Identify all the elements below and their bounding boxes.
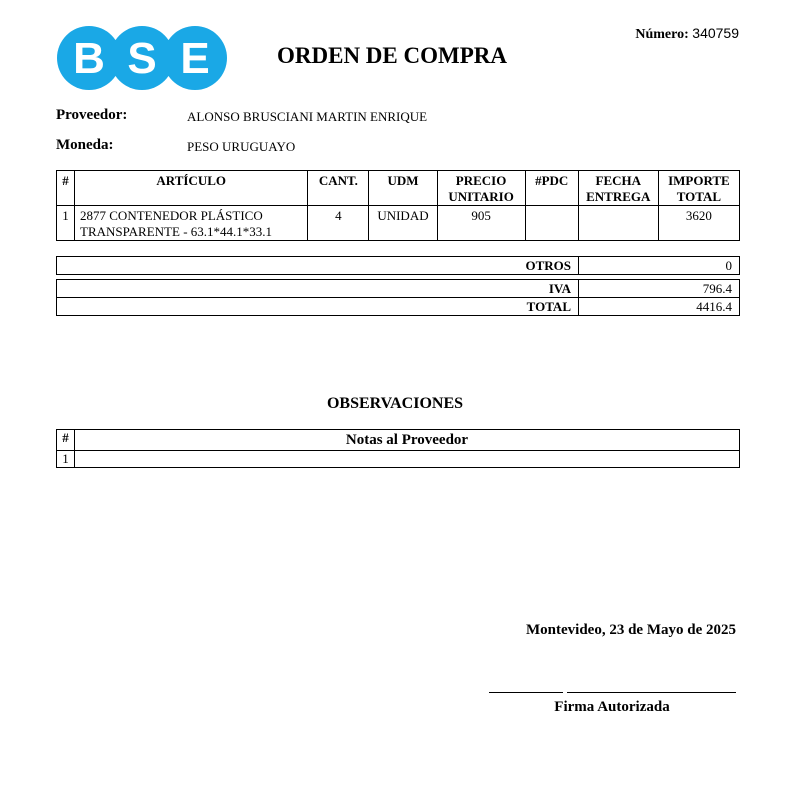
items-header-row: [57, 171, 740, 206]
order-number-value: 340759: [692, 25, 739, 41]
total-value: 4416.4: [579, 298, 740, 316]
logo-letter-b: B: [73, 34, 105, 83]
row-articulo-l1: 2877 CONTENEDOR PLÁSTICO: [80, 208, 263, 223]
row-udm: UNIDAD: [369, 206, 437, 241]
col-fecha-header-l1: FECHA: [595, 173, 641, 188]
firma-label: Firma Autorizada: [554, 699, 670, 715]
proveedor-value: ALONSO BRUSCIANI MARTIN ENRIQUE: [187, 109, 428, 124]
col-fecha-header-l2: ENTREGA: [586, 189, 651, 204]
proveedor-label: Proveedor:: [56, 107, 128, 123]
otros-label: OTROS: [57, 257, 579, 275]
total-row: [57, 298, 740, 316]
row-articulo: [75, 206, 308, 241]
col-articulo-header: ARTÍCULO: [75, 171, 308, 206]
observaciones-title: OBSERVACIONES: [326, 395, 464, 412]
iva-label: IVA: [57, 280, 579, 298]
logo-letter-s: S: [127, 34, 157, 83]
col-num-header: #: [57, 171, 75, 206]
moneda-value: PESO URUGUAYO: [187, 139, 296, 154]
table-row: [57, 206, 740, 241]
obs-row-num: 1: [57, 451, 75, 468]
obs-row-nota: [75, 451, 740, 468]
col-importe-header-l1: IMPORTE: [668, 173, 730, 188]
order-number-label: Número:: [635, 27, 689, 42]
table-row: [57, 451, 740, 468]
row-importe: 3620: [658, 206, 739, 241]
iva-row: [57, 280, 740, 298]
page-title: ORDEN DE COMPRA: [277, 43, 507, 68]
col-cant-header: CANT.: [308, 171, 369, 206]
items-table: [56, 170, 740, 241]
order-number: [560, 25, 739, 43]
row-pdc: [525, 206, 578, 241]
totals-table: [56, 279, 740, 316]
row-precio: 905: [437, 206, 525, 241]
otros-row: [57, 257, 740, 275]
col-fecha-header: [578, 171, 658, 206]
otros-table: [56, 256, 740, 275]
col-precio-header-l1: PRECIO: [455, 173, 507, 188]
obs-col-num-header: #: [57, 430, 75, 451]
observaciones-header-row: [57, 430, 740, 451]
row-fecha: [578, 206, 658, 241]
row-num: 1: [57, 206, 75, 241]
col-pdc-header: #PDC: [525, 171, 578, 206]
signature-line-short: [489, 692, 563, 693]
col-precio-header: [437, 171, 525, 206]
bse-logo: [57, 26, 227, 90]
row-articulo-l2: TRANSPARENTE - 63.1*44.1*33.1: [80, 224, 273, 239]
logo-letter-e: E: [180, 34, 210, 83]
row-cant: 4: [308, 206, 369, 241]
col-importe-header: [658, 171, 739, 206]
obs-col-notas-header: Notas al Proveedor: [75, 430, 740, 451]
moneda-label: Moneda:: [56, 137, 114, 153]
place-date: Montevideo, 23 de Mayo de 2025: [526, 622, 736, 638]
col-precio-header-l2: UNITARIO: [448, 189, 514, 204]
iva-value: 796.4: [579, 280, 740, 298]
col-udm-header: UDM: [369, 171, 437, 206]
observaciones-table: [56, 429, 740, 468]
otros-value: 0: [579, 257, 740, 275]
total-label: TOTAL: [57, 298, 579, 316]
signature-line-long: [567, 692, 736, 693]
col-importe-header-l2: TOTAL: [676, 189, 722, 204]
